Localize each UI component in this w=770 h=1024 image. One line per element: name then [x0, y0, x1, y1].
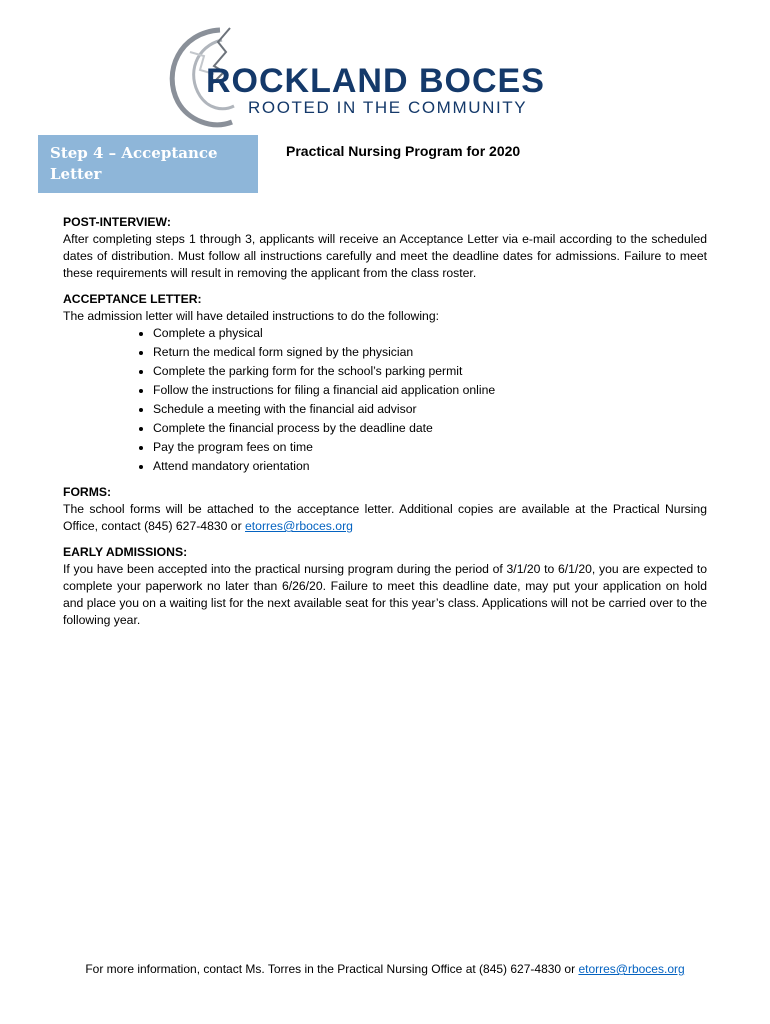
forms-text: The school forms will be attached to the acceptance letter. Additional copies are available at the Practical Nursing Office, contact (845) 627-4830 or	[63, 502, 707, 533]
logo-title: ROCKLAND BOCES	[206, 62, 545, 100]
step-box: Step 4 – Acceptance Letter	[38, 135, 258, 193]
logo-tagline: ROOTED IN THE COMMUNITY	[248, 98, 528, 117]
list-item: • Complete the parking form for the school’s parking permit	[153, 363, 707, 380]
section-heading: POST-INTERVIEW:	[63, 215, 171, 229]
section-heading: EARLY ADMISSIONS:	[63, 545, 188, 559]
list-item: • Follow the instructions for filing a financial aid application online	[153, 382, 707, 399]
email-link[interactable]: etorres@rboces.org	[245, 519, 353, 533]
section-text	[63, 501, 707, 535]
program-title: Practical Nursing Program for 2020	[286, 143, 521, 159]
early-admissions-section	[63, 544, 707, 629]
footer	[0, 962, 770, 976]
list-item: • Return the medical form signed by the physician	[153, 344, 707, 361]
rockland-boces-logo	[160, 22, 630, 134]
requirements-list	[63, 325, 707, 475]
list-item: • Complete the financial process by the deadline date	[153, 420, 707, 437]
section-heading: FORMS:	[63, 485, 112, 499]
acceptance-letter-section	[63, 291, 707, 475]
footer-email-link[interactable]: etorres@rboces.org	[578, 962, 685, 976]
section-heading: ACCEPTANCE LETTER:	[63, 292, 202, 306]
section-intro: The admission letter will have detailed instructions to do the following:	[63, 309, 439, 323]
list-item: • Complete a physical	[153, 325, 707, 342]
document-body	[63, 214, 707, 638]
footer-text: For more information, contact Ms. Torres in the Practical Nursing Office at (845) 627-4830 or	[85, 962, 579, 976]
list-item: • Schedule a meeting with the financial aid advisor	[153, 401, 707, 418]
section-text: After completing steps 1 through 3, applicants will receive an Acceptance Letter via e-mail according to the scheduled dates of distribution. Must follow all instructions carefully and meet the deadline dates for admissions. Failure to meet these requirements will result in removing the applicant from the class roster.	[63, 232, 707, 280]
post-interview-section	[63, 214, 707, 282]
list-item: • Attend mandatory orientation	[153, 458, 707, 475]
section-text: If you have been accepted into the practical nursing program during the period of 3/1/20 to 6/1/20, you are expected to complete your paperwork no later than 6/26/20. Failure to meet this deadline date, may put your application on hold and place you on a waiting list for the next available seat for this year’s class. Applications will not be carried over to the following year.	[63, 562, 707, 627]
forms-section	[63, 484, 707, 535]
list-item: • Pay the program fees on time	[153, 439, 707, 456]
